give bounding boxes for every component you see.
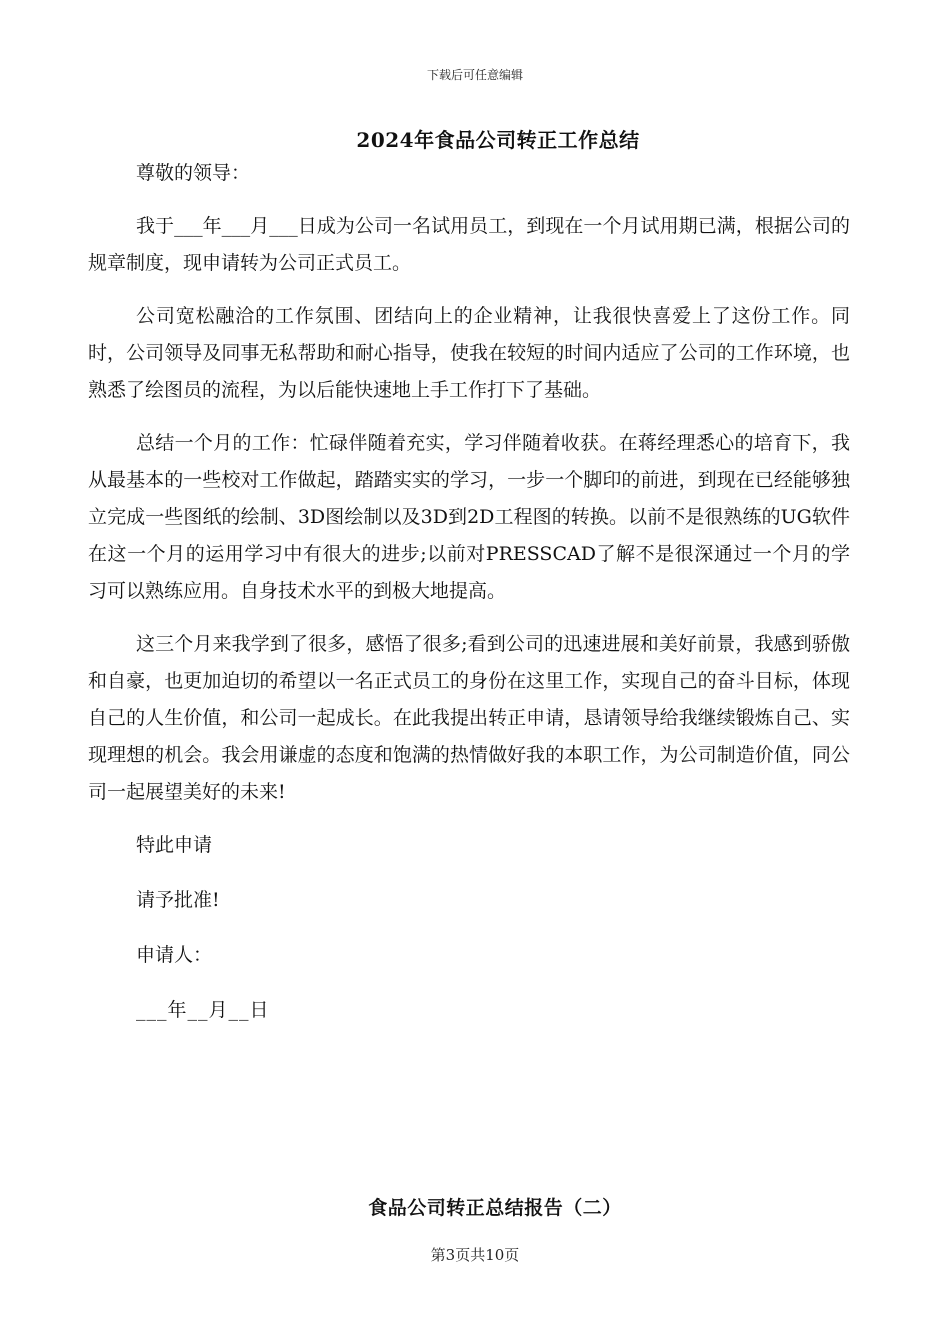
applicant-label: 申请人： xyxy=(136,944,213,966)
date-line: ___年__月__日 xyxy=(136,999,270,1021)
document-body xyxy=(88,155,850,1029)
document-title: 2024年食品公司转正工作总结 xyxy=(356,128,640,152)
closing-approval: 请予批准! xyxy=(136,889,220,911)
paragraph-1: 我于___年___月___日成为公司一名试用员工，到现在一个月试用期已满，根据公司的规章制度，现申请转为公司正式员工。 xyxy=(88,215,850,274)
paragraph-4: 这三个月来我学到了很多，感悟了很多;看到公司的迅速进展和美好前景，我感到骄傲和自豪，也更加迫切的希望以一名正式员工的身份在这里工作，实现自己的奋斗目标，体现自己的人生价值，和公司一起成长。在此我提出转正申请，恳请领导给我继续锻炼自己、实现理想的机会。我会用谦虚的态度和饱满的热情做好我的本职工作，为公司制造价值，同公司一起展望美好的未来! xyxy=(88,633,850,803)
closing-request: 特此申请 xyxy=(136,834,213,856)
paragraph-2: 公司宽松融洽的工作氛围、团结向上的企业精神，让我很快喜爱上了这份工作。同时，公司领导及同事无私帮助和耐心指导，使我在较短的时间内适应了公司的工作环境，也熟悉了绘图员的流程，为以后能快速地上手工作打下了基础。 xyxy=(88,305,850,401)
header-note: 下载后可任意编辑 xyxy=(426,68,523,82)
page-number: 第3页共10页 xyxy=(430,1246,520,1264)
next-section-title: 食品公司转正总结报告（二） xyxy=(368,1197,622,1219)
salutation: 尊敬的领导： xyxy=(136,162,251,184)
paragraph-3: 总结一个月的工作：忙碌伴随着充实，学习伴随着收获。在蒋经理悉心的培育下，我从最基本的一些校对工作做起，踏踏实实的学习，一步一个脚印的前进，到现在已经能够独立完成一些图纸的绘制、3D图绘制以及3D到2D工程图的转换。以前不是很熟练的UG软件在这一个月的运用学习中有很大的进步;以前对PRESSCAD了解不是很深通过一个月的学习可以熟练应用。自身技术水平的到极大地提高。 xyxy=(88,432,850,602)
